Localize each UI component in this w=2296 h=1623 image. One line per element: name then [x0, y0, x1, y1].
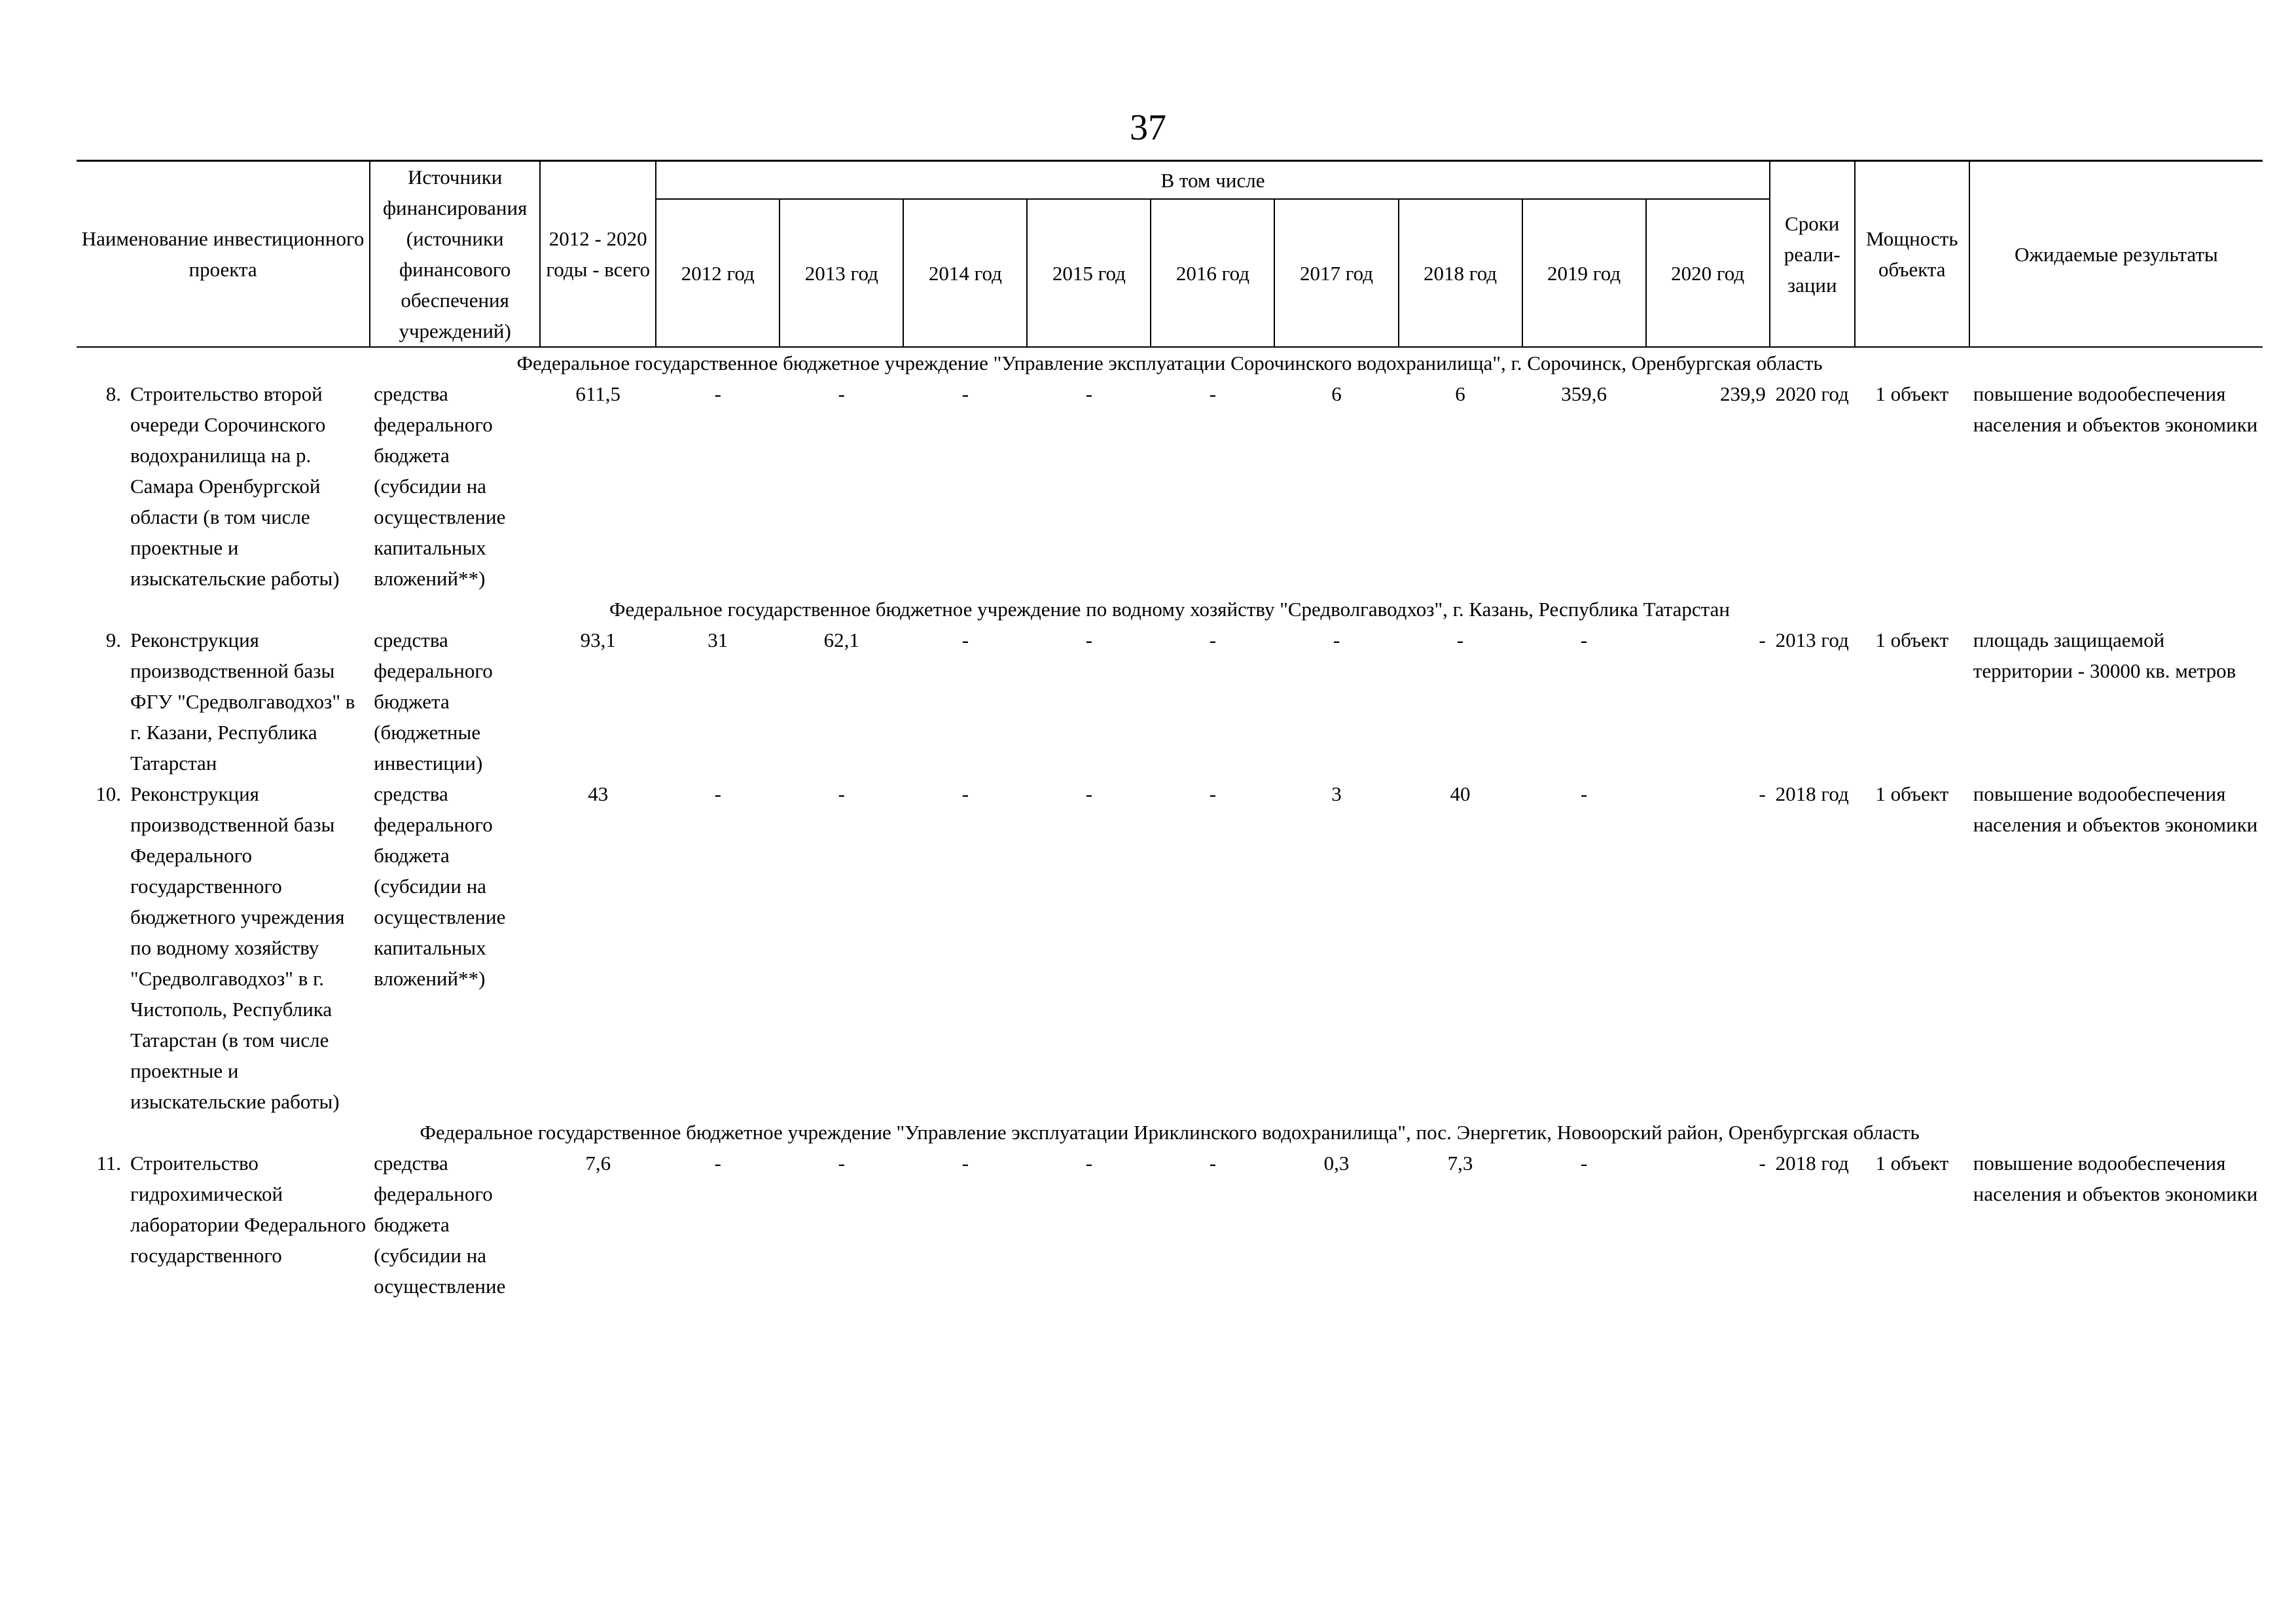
- row-number: 8.: [105, 382, 121, 405]
- project-name-cell: [77, 1148, 370, 1302]
- year-value: -: [1209, 629, 1217, 651]
- year-value: -: [1580, 782, 1588, 805]
- header-year: 2015 год: [1027, 199, 1151, 347]
- funding-source: средства федерального бюджета (субсидии на осуществление капитальных вложений**): [374, 382, 506, 590]
- project-name: Строительство второй очереди Сорочинского водохранилища на р. Самара Оренбургской области (в том числе проектные и изыскательские работы): [130, 382, 340, 590]
- total-value: 93,1: [580, 629, 616, 651]
- year-value: -: [1759, 1152, 1766, 1175]
- year-value: -: [1580, 1152, 1588, 1175]
- row-number: 11.: [96, 1152, 121, 1175]
- year-value: -: [961, 1152, 969, 1175]
- header-terms: Сроки реали- зации: [1770, 161, 1855, 348]
- year-value: -: [1759, 782, 1766, 805]
- header-funding-source: Источники финансирования (источники финансового обеспечения учреждений): [370, 161, 540, 348]
- year-value: 40: [1450, 782, 1471, 805]
- project-name: Строительство гидрохимической лаборатории Федерального государственного: [130, 1152, 367, 1267]
- expected-result: повышение водообеспечения населения и объектов экономики: [1973, 382, 2258, 436]
- project-name: Реконструкция производственной базы ФГУ "Средволгаводхоз" в г. Казани, Республика Татарстан: [130, 629, 355, 775]
- project-name-cell: [77, 778, 370, 1117]
- header-year: 2018 год: [1399, 199, 1522, 347]
- section-heading-row: [77, 594, 2263, 625]
- section-heading-row: [77, 1117, 2263, 1148]
- header-expected-results: Ожидаемые результаты: [1969, 161, 2263, 348]
- expected-result: площадь защищаемой территории - 30000 кв. метров: [1973, 629, 2236, 682]
- year-value: -: [961, 782, 969, 805]
- year-value: 7,3: [1447, 1152, 1473, 1175]
- project-name-cell: [77, 378, 370, 594]
- year-value: -: [714, 382, 721, 405]
- year-value: -: [714, 782, 721, 805]
- year-value: 31: [708, 629, 728, 651]
- total-value: 7,6: [585, 1152, 611, 1175]
- year-value: -: [1759, 629, 1766, 651]
- investment-projects-table: [77, 160, 2263, 1302]
- table-row: [77, 625, 2263, 778]
- year-value: -: [1209, 1152, 1217, 1175]
- year-value: -: [838, 782, 845, 805]
- year-value: 62,1: [823, 629, 859, 651]
- year-value: -: [1085, 1152, 1093, 1175]
- year-value: 359,6: [1561, 382, 1607, 405]
- table-header: [77, 161, 2263, 348]
- year-value: -: [1580, 629, 1588, 651]
- year-value: -: [961, 382, 969, 405]
- header-total: 2012 - 2020 годы - всего: [540, 161, 656, 348]
- year-value: -: [714, 1152, 721, 1175]
- total-value: 43: [588, 782, 609, 805]
- year-value: 6: [1331, 382, 1342, 405]
- header-year: 2020 год: [1646, 199, 1770, 347]
- section-title: Федеральное государственное бюджетное учреждение по водному хозяйству "Средволгаводхоз", г. Казань, Республика Татарстан: [609, 598, 1730, 621]
- year-value: 239,9: [1719, 382, 1766, 405]
- header-capacity: Мощность объекта: [1855, 161, 1969, 348]
- expected-result: повышение водообеспечения населения и объектов экономики: [1973, 782, 2258, 836]
- header-year: 2012 год: [656, 199, 780, 347]
- year-value: -: [838, 382, 845, 405]
- implementation-term: 2013 год: [1775, 629, 1849, 651]
- implementation-term: 2018 год: [1775, 1152, 1849, 1175]
- year-value: -: [1085, 782, 1093, 805]
- year-value: -: [1209, 782, 1217, 805]
- object-capacity: 1 объект: [1875, 782, 1949, 805]
- year-value: -: [838, 1152, 845, 1175]
- section-title: Федеральное государственное бюджетное учреждение "Управление эксплуатации Сорочинского водохранилища", г. Сорочинск, Оренбургская область: [516, 352, 1823, 374]
- funding-source: средства федерального бюджета (субсидии на осуществление капитальных вложений**): [374, 782, 506, 990]
- header-year: 2017 год: [1274, 199, 1398, 347]
- object-capacity: 1 объект: [1875, 629, 1949, 651]
- row-number: 10.: [96, 782, 121, 805]
- section-heading-row: [77, 347, 2263, 378]
- header-including: В том числе: [656, 161, 1769, 200]
- header-year: 2016 год: [1151, 199, 1274, 347]
- page-number: 37: [1130, 107, 1166, 148]
- table-row: [77, 1148, 2263, 1302]
- expected-result: повышение водообеспечения населения и объектов экономики: [1973, 1152, 2258, 1205]
- table-row: [77, 778, 2263, 1117]
- table-body: [77, 347, 2263, 1302]
- object-capacity: 1 объект: [1875, 1152, 1949, 1175]
- year-value: -: [1333, 629, 1340, 651]
- project-name-cell: [77, 625, 370, 778]
- funding-source: средства федерального бюджета (бюджетные инвестиции): [374, 629, 493, 775]
- year-value: 6: [1455, 382, 1465, 405]
- year-value: -: [1085, 629, 1093, 651]
- header-year: 2013 год: [780, 199, 903, 347]
- row-number: 9.: [105, 629, 121, 651]
- year-value: -: [1209, 382, 1217, 405]
- year-value: 0,3: [1323, 1152, 1350, 1175]
- table-row: [77, 378, 2263, 594]
- year-value: -: [1085, 382, 1093, 405]
- header-project-name: Наименование инвестиционного проекта: [77, 161, 370, 348]
- object-capacity: 1 объект: [1875, 382, 1949, 405]
- implementation-term: 2020 год: [1775, 382, 1849, 405]
- project-name: Реконструкция производственной базы Федерального государственного бюджетного учреждения по водному хозяйству "Средволгаводхоз" в г. Чистополь, Республика Татарстан (в том числе проектные и изыскательские работы): [130, 782, 345, 1113]
- funding-source: средства федерального бюджета (субсидии на осуществление: [374, 1152, 506, 1298]
- total-value: 611,5: [575, 382, 621, 405]
- header-year: 2019 год: [1522, 199, 1646, 347]
- year-value: -: [961, 629, 969, 651]
- year-value: -: [1456, 629, 1464, 651]
- header-year: 2014 год: [903, 199, 1027, 347]
- section-title: Федеральное государственное бюджетное учреждение "Управление эксплуатации Ириклинского водохранилища", пос. Энергетик, Новоорский район, Оренбургская область: [420, 1121, 1920, 1144]
- implementation-term: 2018 год: [1775, 782, 1849, 805]
- year-value: 3: [1331, 782, 1342, 805]
